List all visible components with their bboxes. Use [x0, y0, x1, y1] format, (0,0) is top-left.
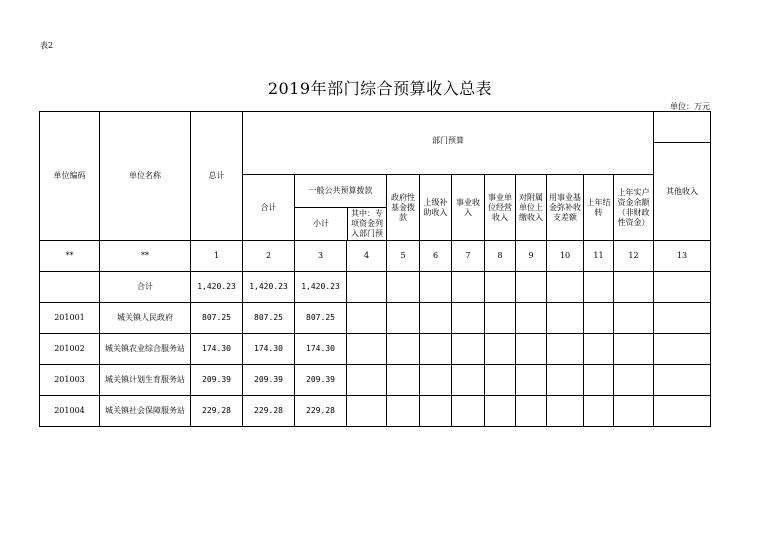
cell-empty	[452, 272, 485, 303]
cell-empty	[614, 334, 654, 365]
cell-gp-subtotal: 229.28	[295, 396, 347, 427]
cell-subtotal: 807.25	[243, 303, 295, 334]
cell-empty	[654, 303, 711, 334]
cell-unit-code	[40, 272, 100, 303]
cell-empty	[516, 272, 547, 303]
cell-empty	[387, 365, 420, 396]
header-carryover: 上年结转	[584, 175, 614, 241]
cell-empty	[420, 303, 452, 334]
cell-empty	[654, 396, 711, 427]
header-business-income: 事业收入	[452, 175, 485, 241]
cell-empty	[614, 396, 654, 427]
cell-empty	[547, 334, 584, 365]
budget-income-table	[39, 111, 711, 427]
cell-empty	[584, 272, 614, 303]
header-gp-special: 其中：专项资金列入部门预	[351, 209, 383, 238]
index-row	[40, 241, 711, 272]
cell-empty	[420, 396, 452, 427]
cell-empty	[485, 272, 516, 303]
cell-empty	[452, 303, 485, 334]
cell-empty	[485, 303, 516, 334]
header-reserve-fund: 用事业基金弥补收支差额	[547, 175, 584, 241]
index-cell: 9	[516, 241, 547, 272]
cell-empty	[614, 365, 654, 396]
cell-unit-code: 201004	[40, 396, 100, 427]
cell-empty	[654, 365, 711, 396]
index-cell: 6	[420, 241, 452, 272]
unit-label: 单位：万元	[670, 102, 710, 111]
cell-empty	[516, 396, 547, 427]
header-gov-fund: 政府性基金拨款	[387, 175, 420, 241]
cell-unit-code: 201001	[40, 303, 100, 334]
cell-subtotal: 229.28	[243, 396, 295, 427]
cell-empty	[452, 334, 485, 365]
cell-empty	[547, 303, 584, 334]
cell-empty	[584, 303, 614, 334]
cell-empty	[547, 272, 584, 303]
cell-empty	[347, 396, 387, 427]
cell-unit-name: 合计	[100, 272, 191, 303]
header-blank-right	[654, 112, 711, 143]
cell-empty	[547, 365, 584, 396]
index-cell: 4	[347, 241, 387, 272]
header-upper-subsidy: 上级补助收入	[420, 175, 452, 241]
index-cell: 8	[485, 241, 516, 272]
index-cell: 10	[547, 241, 584, 272]
cell-empty	[387, 272, 420, 303]
table-row	[40, 303, 711, 334]
cell-empty	[516, 334, 547, 365]
cell-gp-subtotal: 174.30	[295, 334, 347, 365]
header-general-public-sub	[295, 208, 386, 240]
index-cell: 2	[243, 241, 295, 272]
cell-empty	[485, 334, 516, 365]
cell-total: 209.39	[191, 365, 243, 396]
index-cell: **	[100, 241, 191, 272]
cell-empty	[387, 334, 420, 365]
cell-subtotal: 209.39	[243, 365, 295, 396]
cell-subtotal: 174.30	[243, 334, 295, 365]
index-cell: 12	[614, 241, 654, 272]
cell-empty	[654, 272, 711, 303]
page-title: 2019年部门综合预算收入总表	[267, 79, 493, 98]
cell-empty	[420, 334, 452, 365]
table-row	[40, 396, 711, 427]
cell-empty	[347, 334, 387, 365]
header-prior-year-balance: 上年实户资金余额（非财政性资金）	[614, 175, 654, 241]
cell-empty	[420, 272, 452, 303]
cell-total: 229.28	[191, 396, 243, 427]
index-cell: 13	[654, 241, 711, 272]
cell-empty	[584, 334, 614, 365]
cell-unit-code: 201003	[40, 365, 100, 396]
cell-empty	[614, 303, 654, 334]
header-affiliated-turnover: 对附属单位上缴收入	[516, 175, 547, 241]
cell-empty	[516, 303, 547, 334]
index-cell: **	[40, 241, 100, 272]
cell-empty	[347, 272, 387, 303]
table-tag: 表2	[40, 41, 54, 50]
index-cell: 7	[452, 241, 485, 272]
cell-empty	[452, 396, 485, 427]
cell-unit-name: 城关镇计划生育服务站	[100, 365, 191, 396]
cell-empty	[584, 396, 614, 427]
cell-total: 807.25	[191, 303, 243, 334]
cell-unit-name: 城关镇人民政府	[100, 303, 191, 334]
header-general-public	[295, 175, 387, 241]
cell-gp-subtotal: 1,420.23	[295, 272, 347, 303]
header-total: 总计	[191, 112, 243, 241]
index-cell: 5	[387, 241, 420, 272]
header-dept-budget-label: 部门预算	[432, 135, 464, 145]
header-unit-name: 单位名称	[100, 112, 191, 241]
cell-unit-code: 201002	[40, 334, 100, 365]
header-dept-budget	[243, 135, 654, 175]
cell-empty	[485, 365, 516, 396]
header-subtotal: 合计	[243, 175, 295, 241]
cell-gp-subtotal: 807.25	[295, 303, 347, 334]
cell-unit-name: 城关镇农业综合服务站	[100, 334, 191, 365]
cell-empty	[485, 396, 516, 427]
cell-total: 1,420.23	[191, 272, 243, 303]
cell-subtotal: 1,420.23	[243, 272, 295, 303]
header-unit-code: 单位编码	[40, 112, 100, 241]
header-general-public-label: 一般公共预算拨款	[295, 175, 386, 208]
cell-empty	[452, 365, 485, 396]
header-other-income: 其他收入	[654, 143, 711, 241]
cell-empty	[387, 396, 420, 427]
cell-empty	[420, 365, 452, 396]
cell-unit-name: 城关镇社会保障服务站	[100, 396, 191, 427]
cell-empty	[614, 272, 654, 303]
index-cell: 11	[584, 241, 614, 272]
cell-empty	[654, 334, 711, 365]
index-cell: 1	[191, 241, 243, 272]
cell-empty	[547, 396, 584, 427]
cell-empty	[516, 365, 547, 396]
cell-gp-subtotal: 209.39	[295, 365, 347, 396]
table-row	[40, 334, 711, 365]
cell-empty	[347, 365, 387, 396]
header-gp-subtotal: 小计	[295, 208, 348, 240]
cell-empty	[584, 365, 614, 396]
header-business-operation: 事业单位经营收入	[485, 175, 516, 241]
cell-empty	[387, 303, 420, 334]
cell-total: 174.30	[191, 334, 243, 365]
cell-empty	[347, 303, 387, 334]
index-cell: 3	[295, 241, 347, 272]
table-row	[40, 365, 711, 396]
table-row	[40, 272, 711, 303]
